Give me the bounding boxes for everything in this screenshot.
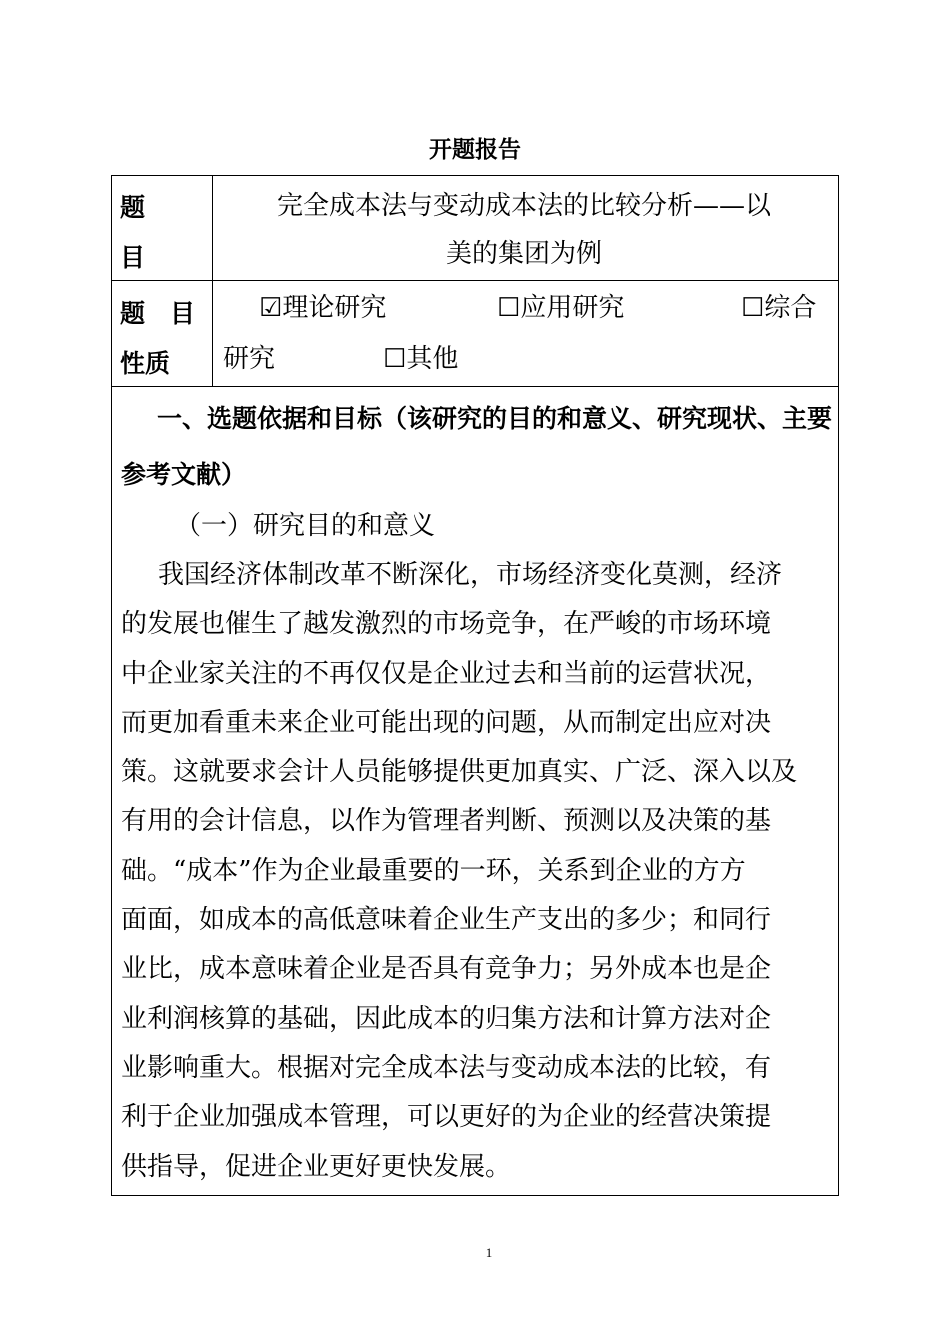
report-table [111,175,839,1196]
page-title: 开题报告 [429,137,521,163]
option-label: 应用研究 [520,293,625,323]
paragraph-line: 业利润核算的基础，因此成本的归集方法和计算方法对企 [121,1003,772,1034]
paragraph-line: 中企业家关注的不再仅仅是企业过去和当前的运营状况， [121,658,772,689]
option-applied-research[interactable] [497,284,624,332]
paragraph-line: 有用的会计信息，以作为管理者判断、预测以及决策的基 [121,806,772,837]
option-label: 其他 [406,344,459,374]
checked-box-icon[interactable]: ☑ [259,293,283,323]
nature-label [120,289,210,389]
section-heading: 一、选题依据和目标（该研究的目的和意义、研究现状、主要参考文献） [121,404,833,489]
paragraph-line: 利于企业加强成本管理，可以更好的为企业的经营决策提 [121,1102,772,1133]
row-divider-1 [111,280,839,281]
table-border-left [111,175,112,1196]
topic-value [221,182,827,278]
option-comprehensive-research[interactable] [741,284,816,332]
column-divider [212,175,213,386]
row-divider-2 [111,386,839,387]
paragraph-line: 面面，如成本的高低意味着企业生产支出的多少；和同行 [121,905,772,936]
paragraph-line: 的发展也催生了越发激烈的市场竞争，在严峻的市场环境 [121,609,772,640]
option-theory-research[interactable] [259,284,386,332]
nature-label-line: 题 目 [120,299,196,328]
option-label: 理论研究 [282,293,387,323]
sub-heading: （一）研究目的和意义 [175,511,436,541]
option-other[interactable] [383,335,458,383]
topic-line: 完全成本法与变动成本法的比较分析——以 [276,191,771,221]
page-number: 1 [485,1245,493,1260]
topic-label-line: 题 [120,193,146,222]
topic-label [120,183,210,283]
paragraph-line: 而更加看重未来企业可能出现的问题，从而制定出应对决 [121,707,772,738]
paragraph-line: 础。“成本”作为企业最重要的一环，关系到企业的方方 [121,855,746,886]
paragraph-line: 业比，成本意味着企业是否具有竞争力；另外成本也是企 [121,954,772,985]
table-border-bottom [111,1195,839,1196]
option-label: 综合 [764,293,817,323]
unchecked-box-icon[interactable]: ☐ [383,344,407,374]
paragraph-line: 供指导，促进企业更好更快发展。 [121,1151,512,1182]
paragraph-line: 策。这就要求会计人员能够提供更加真实、广泛、深入以及 [121,757,798,788]
unchecked-box-icon[interactable]: ☐ [741,293,765,323]
unchecked-box-icon[interactable]: ☐ [497,293,521,323]
topic-label-line: 目 [120,243,146,272]
table-border-right [838,175,839,1196]
paragraph-line: 我国经济体制改革不断深化，市场经济变化莫测，经济 [158,560,783,590]
table-border-top [111,175,839,176]
topic-line: 美的集团为例 [445,239,602,269]
body-paragraph [121,551,833,1192]
option-comprehensive-label-continued: 研究 [223,344,276,374]
paragraph-line: 业影响重大。根据对完全成本法与变动成本法的比较，有 [121,1052,772,1083]
nature-label-line: 性质 [120,349,171,378]
